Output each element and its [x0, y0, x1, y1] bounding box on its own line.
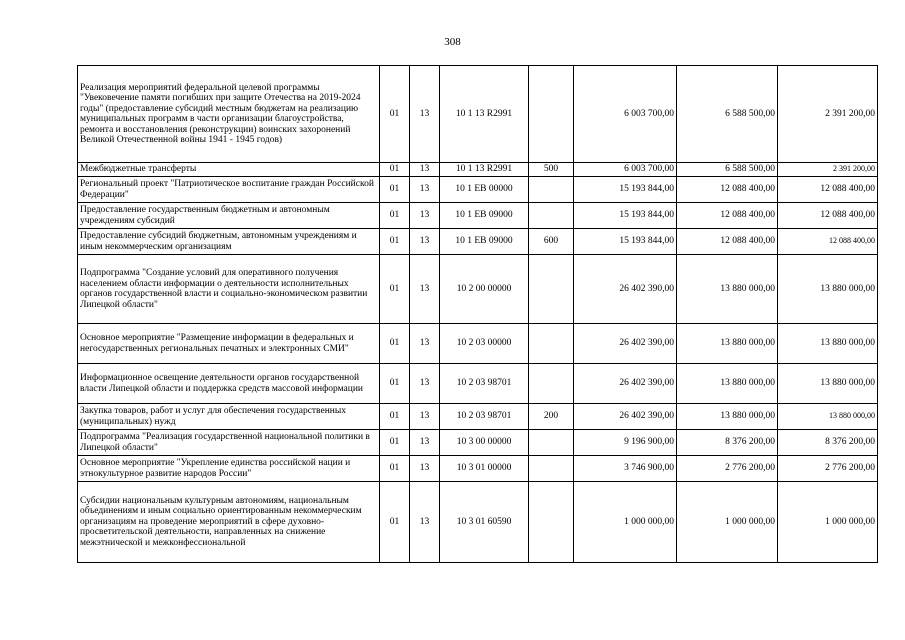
row-name-cell: Подпрограмма "Создание условий для оперативного получения населением области информации о деятельности исполнительных органов государственной власти и социально-экономическом развитии Липецкой области" [78, 255, 380, 324]
amount-year3-cell: 12 088 400,00 [778, 177, 878, 203]
subsection-code-cell: 13 [410, 456, 440, 482]
expense-type-cell [529, 66, 574, 163]
amount-year1-cell: 26 402 390,00 [574, 324, 677, 364]
subsection-code-cell: 13 [410, 163, 440, 177]
section-code-cell: 01 [380, 255, 410, 324]
table-row [78, 66, 878, 163]
subsection-code-cell: 13 [410, 229, 440, 255]
target-article-cell: 10 1 13 R2991 [440, 163, 529, 177]
table-row [78, 324, 878, 364]
table-row [78, 203, 878, 229]
table-row [78, 177, 878, 203]
amount-year1-cell: 3 746 900,00 [574, 456, 677, 482]
subsection-code-cell: 13 [410, 66, 440, 163]
subsection-code-cell: 13 [410, 203, 440, 229]
table-row [78, 430, 878, 456]
section-code-cell: 01 [380, 163, 410, 177]
row-name-cell: Реализация мероприятий федеральной целевой программы "Увековечение памяти погибших при защите Отечества на 2019-2024 годы" (предоставление субсидий местным бюджетам на реализацию муниципальных программ в части организации благоустройства, ремонта и восстановления (реконструкции) воинских захоронений Великой Отечественной войны 1941 - 1945 годов) [78, 66, 380, 163]
amount-year1-cell: 9 196 900,00 [574, 430, 677, 456]
amount-year3-cell: 13 880 000,00 [778, 324, 878, 364]
amount-year1-cell: 26 402 390,00 [574, 364, 677, 404]
table-row [78, 456, 878, 482]
amount-year1-cell: 1 000 000,00 [574, 482, 677, 563]
section-code-cell: 01 [380, 430, 410, 456]
section-code-cell: 01 [380, 66, 410, 163]
target-article-cell: 10 3 00 00000 [440, 430, 529, 456]
target-article-cell: 10 1 EB 09000 [440, 203, 529, 229]
amount-year2-cell: 6 588 500,00 [677, 163, 778, 177]
expense-type-cell [529, 456, 574, 482]
row-name-cell: Информационное освещение деятельности органов государственной власти Липецкой области и поддержка средств массовой информации [78, 364, 380, 404]
amount-year2-cell: 12 088 400,00 [677, 177, 778, 203]
amount-year3-cell: 13 880 000,00 [778, 255, 878, 324]
budget-table [77, 65, 878, 563]
amount-year3-cell: 8 376 200,00 [778, 430, 878, 456]
amount-year2-cell: 1 000 000,00 [677, 482, 778, 563]
expense-type-cell: 600 [529, 229, 574, 255]
amount-year1-cell: 6 003 700,00 [574, 66, 677, 163]
expense-type-cell: 200 [529, 404, 574, 430]
section-code-cell: 01 [380, 177, 410, 203]
target-article-cell: 10 1 EB 09000 [440, 229, 529, 255]
section-code-cell: 01 [380, 229, 410, 255]
expense-type-cell [529, 482, 574, 563]
target-article-cell: 10 1 13 R2991 [440, 66, 529, 163]
amount-year1-cell: 15 193 844,00 [574, 229, 677, 255]
page-number: 308 [444, 36, 461, 48]
row-name-cell: Межбюджетные трансферты [78, 163, 380, 177]
target-article-cell: 10 3 01 60590 [440, 482, 529, 563]
amount-year2-cell: 6 588 500,00 [677, 66, 778, 163]
section-code-cell: 01 [380, 364, 410, 404]
table-row [78, 404, 878, 430]
section-code-cell: 01 [380, 482, 410, 563]
row-name-cell: Субсидии национальным культурным автономиям, национальным объединениям и иным социально ориентированным некоммерческим организациям на проведение мероприятий в сфере духовно-просветительской деятельности, направленных на снижение межэтнической и межконфессиональной [78, 482, 380, 563]
subsection-code-cell: 13 [410, 255, 440, 324]
row-name-cell: Основное мероприятие "Размещение информации в федеральных и негосударственных региональных печатных и электронных СМИ" [78, 324, 380, 364]
target-article-cell: 10 3 01 00000 [440, 456, 529, 482]
section-code-cell: 01 [380, 324, 410, 364]
amount-year1-cell: 15 193 844,00 [574, 177, 677, 203]
amount-year3-cell: 13 880 000,00 [778, 404, 878, 430]
amount-year2-cell: 12 088 400,00 [677, 203, 778, 229]
subsection-code-cell: 13 [410, 404, 440, 430]
subsection-code-cell: 13 [410, 482, 440, 563]
table-row [78, 255, 878, 324]
amount-year3-cell: 13 880 000,00 [778, 364, 878, 404]
section-code-cell: 01 [380, 456, 410, 482]
expense-type-cell [529, 255, 574, 324]
target-article-cell: 10 2 03 98701 [440, 364, 529, 404]
subsection-code-cell: 13 [410, 430, 440, 456]
row-name-cell: Региональный проект "Патриотическое воспитание граждан Российской Федерации" [78, 177, 380, 203]
amount-year3-cell: 12 088 400,00 [778, 229, 878, 255]
expense-type-cell [529, 177, 574, 203]
amount-year2-cell: 13 880 000,00 [677, 364, 778, 404]
row-name-cell: Предоставление государственным бюджетным и автономным учреждениям субсидий [78, 203, 380, 229]
amount-year3-cell: 1 000 000,00 [778, 482, 878, 563]
amount-year1-cell: 26 402 390,00 [574, 255, 677, 324]
expense-type-cell [529, 324, 574, 364]
target-article-cell: 10 1 EB 00000 [440, 177, 529, 203]
amount-year2-cell: 13 880 000,00 [677, 404, 778, 430]
amount-year1-cell: 6 003 700,00 [574, 163, 677, 177]
row-name-cell: Основное мероприятие "Укрепление единства российской нации и этнокультурное развитие народов России" [78, 456, 380, 482]
subsection-code-cell: 13 [410, 324, 440, 364]
amount-year2-cell: 13 880 000,00 [677, 255, 778, 324]
expense-type-cell [529, 203, 574, 229]
amount-year1-cell: 15 193 844,00 [574, 203, 677, 229]
amount-year3-cell: 2 391 200,00 [778, 66, 878, 163]
table-row [78, 364, 878, 404]
section-code-cell: 01 [380, 404, 410, 430]
row-name-cell: Закупка товаров, работ и услуг для обеспечения государственных (муниципальных) нужд [78, 404, 380, 430]
amount-year2-cell: 12 088 400,00 [677, 229, 778, 255]
amount-year3-cell: 2 776 200,00 [778, 456, 878, 482]
amount-year2-cell: 2 776 200,00 [677, 456, 778, 482]
row-name-cell: Предоставление субсидий бюджетным, автономным учреждениям и иным некоммерческим организациям [78, 229, 380, 255]
section-code-cell: 01 [380, 203, 410, 229]
table-row [78, 229, 878, 255]
amount-year1-cell: 26 402 390,00 [574, 404, 677, 430]
amount-year3-cell: 12 088 400,00 [778, 203, 878, 229]
amount-year3-cell: 2 391 200,00 [778, 163, 878, 177]
expense-type-cell [529, 364, 574, 404]
table-row [78, 163, 878, 177]
table-row [78, 482, 878, 563]
amount-year2-cell: 13 880 000,00 [677, 324, 778, 364]
target-article-cell: 10 2 03 00000 [440, 324, 529, 364]
target-article-cell: 10 2 03 98701 [440, 404, 529, 430]
amount-year2-cell: 8 376 200,00 [677, 430, 778, 456]
target-article-cell: 10 2 00 00000 [440, 255, 529, 324]
row-name-cell: Подпрограмма "Реализация государственной национальной политики в Липецкой области" [78, 430, 380, 456]
subsection-code-cell: 13 [410, 364, 440, 404]
expense-type-cell: 500 [529, 163, 574, 177]
expense-type-cell [529, 430, 574, 456]
subsection-code-cell: 13 [410, 177, 440, 203]
